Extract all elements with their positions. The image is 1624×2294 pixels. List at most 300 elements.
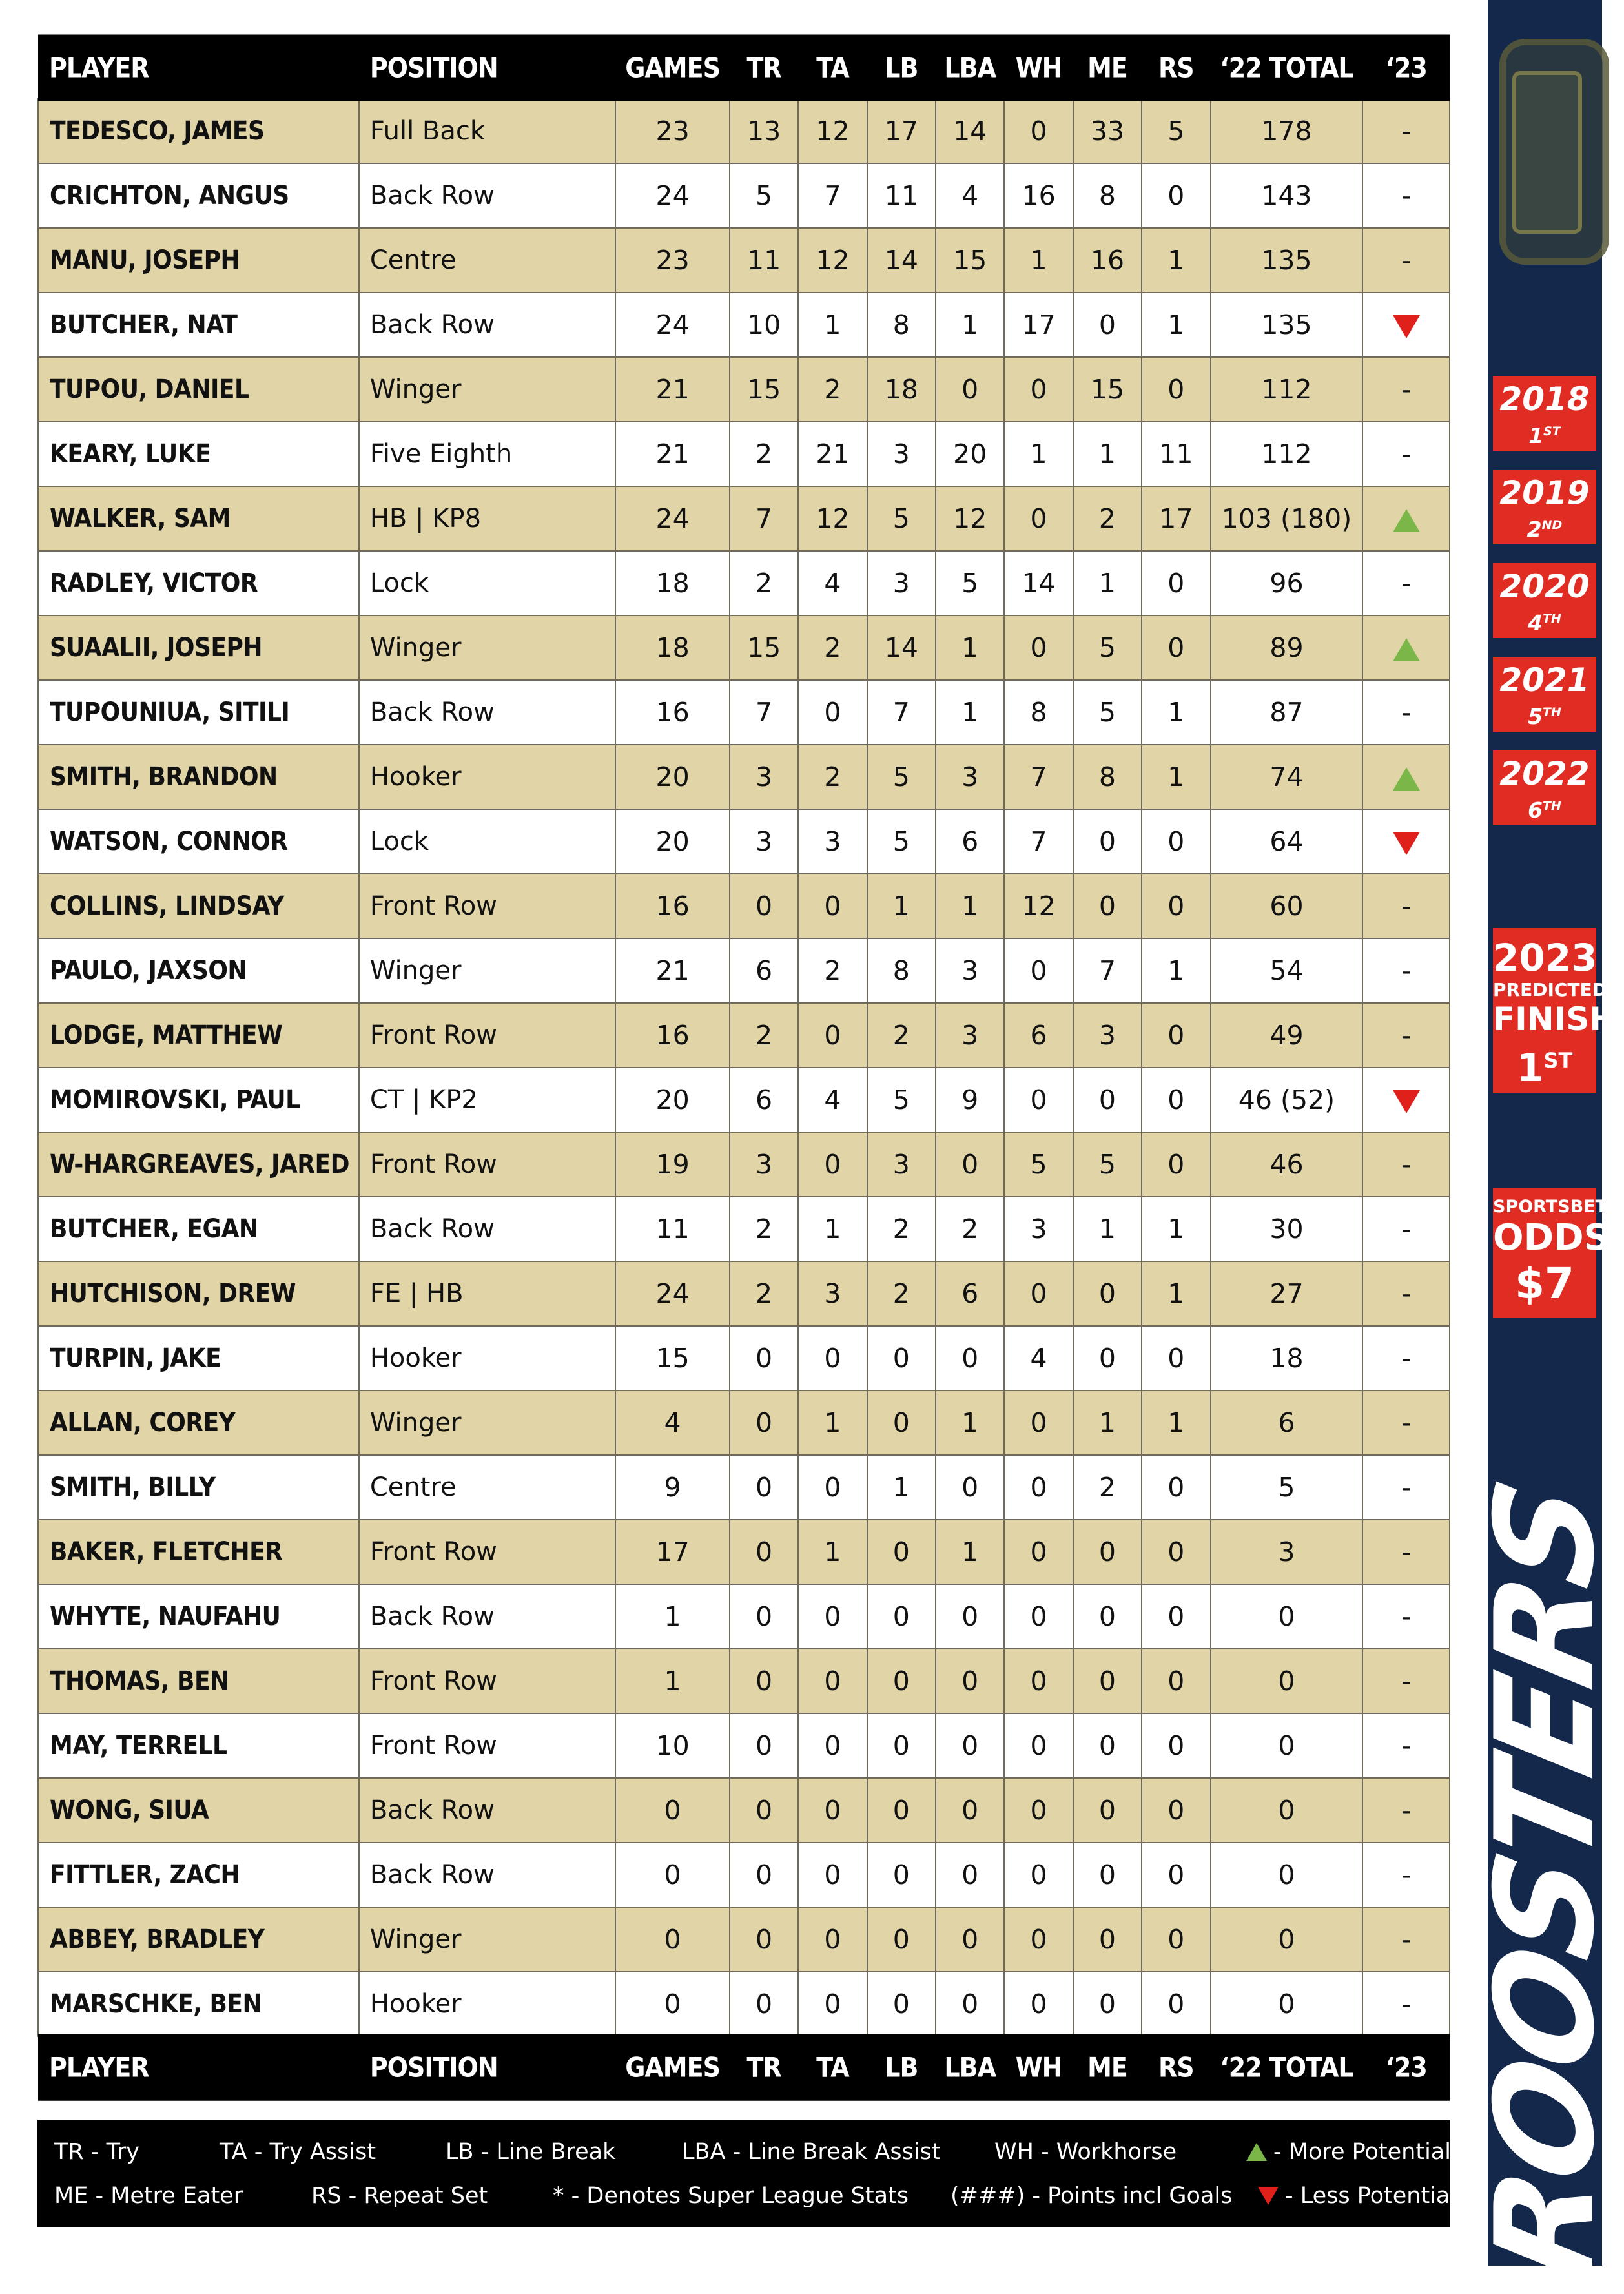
cell-tr: 3 xyxy=(730,745,798,809)
cell-rs: 1 xyxy=(1142,680,1210,745)
season-place-suffix: TH xyxy=(1543,799,1561,813)
cell-wh: 0 xyxy=(1004,1713,1073,1778)
cell-games: 21 xyxy=(615,422,730,486)
cell-total: 49 xyxy=(1211,1003,1363,1068)
player-name: BUTCHER, EGAN xyxy=(38,1197,359,1261)
header-position: POSITION xyxy=(359,34,615,102)
table-row xyxy=(38,1132,1450,1197)
cell-total: 74 xyxy=(1211,745,1363,809)
cell-total: 89 xyxy=(1211,615,1363,680)
cell-total: 135 xyxy=(1211,228,1363,293)
cell-lb: 17 xyxy=(867,99,936,163)
cell-ta: 0 xyxy=(798,1907,867,1972)
player-position: Centre xyxy=(359,228,615,293)
cell-rs: 1 xyxy=(1142,293,1210,357)
cell-lba: 0 xyxy=(936,1907,1004,1972)
cell-rs: 0 xyxy=(1142,874,1210,938)
player-name: SMITH, BILLY xyxy=(38,1455,359,1520)
cell-lb: 8 xyxy=(867,293,936,357)
cell-total: 18 xyxy=(1211,1326,1363,1390)
cell-total: 3 xyxy=(1211,1520,1363,1584)
table-row xyxy=(38,551,1450,615)
player-position: Full Back xyxy=(359,99,615,163)
table-row xyxy=(38,1455,1450,1520)
cell-me: 1 xyxy=(1073,1197,1142,1261)
cell-lb: 0 xyxy=(867,1972,936,2036)
season-finish-tag xyxy=(1493,563,1596,638)
cell-lb: 11 xyxy=(867,163,936,228)
cell-rs: 0 xyxy=(1142,1003,1210,1068)
cell-me: 0 xyxy=(1073,293,1142,357)
triangle-down-icon xyxy=(1258,2187,1279,2205)
player-position: Centre xyxy=(359,1455,615,1520)
cell-rs: 17 xyxy=(1142,486,1210,551)
season-finish-tag xyxy=(1493,470,1596,544)
cell-y23: - xyxy=(1362,1261,1450,1326)
cell-lba: 6 xyxy=(936,1261,1004,1326)
cell-ta: 2 xyxy=(798,615,867,680)
cell-lba: 0 xyxy=(936,1132,1004,1197)
cell-total: 0 xyxy=(1211,1843,1363,1907)
cell-y23: - xyxy=(1362,357,1450,422)
cell-me: 2 xyxy=(1073,486,1142,551)
player-name: PAULO, JAXSON xyxy=(38,938,359,1003)
player-position: Front Row xyxy=(359,1003,615,1068)
cell-y23: - xyxy=(1362,1197,1450,1261)
cell-me: 1 xyxy=(1073,422,1142,486)
legend-panel xyxy=(37,2120,1457,2227)
cell-me: 0 xyxy=(1073,1713,1142,1778)
table-row xyxy=(38,680,1450,745)
cell-ta: 2 xyxy=(798,357,867,422)
player-position: Front Row xyxy=(359,1520,615,1584)
table-row xyxy=(38,1843,1450,1907)
season-year: 2018 xyxy=(1499,380,1590,418)
cell-games: 11 xyxy=(615,1197,730,1261)
cell-tr: 15 xyxy=(730,615,798,680)
table-row xyxy=(38,422,1450,486)
cell-lba: 4 xyxy=(936,163,1004,228)
cell-me: 1 xyxy=(1073,551,1142,615)
cell-games: 17 xyxy=(615,1520,730,1584)
cell-y23: - xyxy=(1362,163,1450,228)
predicted-place-suffix: ST xyxy=(1543,1048,1573,1073)
predicted-place-num: 1 xyxy=(1516,1046,1544,1091)
cell-lb: 14 xyxy=(867,228,936,293)
cell-rs: 0 xyxy=(1142,357,1210,422)
season-finish-tag xyxy=(1493,750,1596,825)
cell-tr: 0 xyxy=(730,1907,798,1972)
cell-me: 33 xyxy=(1073,99,1142,163)
table-row xyxy=(38,293,1450,357)
cell-total: 64 xyxy=(1211,809,1363,874)
cell-y23: - xyxy=(1362,1778,1450,1843)
cell-y23: - xyxy=(1362,1649,1450,1713)
player-name: COLLINS, LINDSAY xyxy=(38,874,359,938)
cell-tr: 0 xyxy=(730,1972,798,2036)
cell-wh: 0 xyxy=(1004,938,1073,1003)
cell-ta: 12 xyxy=(798,486,867,551)
cell-tr: 2 xyxy=(730,1197,798,1261)
cell-lba: 0 xyxy=(936,1713,1004,1778)
cell-rs: 0 xyxy=(1142,1713,1210,1778)
cell-rs: 1 xyxy=(1142,745,1210,809)
cell-games: 20 xyxy=(615,745,730,809)
cell-ta: 0 xyxy=(798,1584,867,1649)
cell-games: 24 xyxy=(615,293,730,357)
cell-me: 0 xyxy=(1073,1843,1142,1907)
cell-me: 2 xyxy=(1073,1455,1142,1520)
player-position: Back Row xyxy=(359,1778,615,1843)
cell-total: 0 xyxy=(1211,1907,1363,1972)
cell-total: 30 xyxy=(1211,1197,1363,1261)
cell-lba: 3 xyxy=(936,745,1004,809)
header-rs: RS xyxy=(1142,34,1210,102)
team-name: ROOSTERS xyxy=(1466,1471,1624,2294)
header-player: PLAYER xyxy=(38,34,359,102)
cell-ta: 0 xyxy=(798,1843,867,1907)
table-row xyxy=(38,1520,1450,1584)
cell-wh: 0 xyxy=(1004,1261,1073,1326)
nrl-ceo-logo xyxy=(1488,32,1602,265)
cell-lba: 0 xyxy=(936,1843,1004,1907)
cell-tr: 0 xyxy=(730,1713,798,1778)
cell-tr: 0 xyxy=(730,1390,798,1455)
cell-ta: 1 xyxy=(798,293,867,357)
player-position: Winger xyxy=(359,357,615,422)
cell-wh: 0 xyxy=(1004,1584,1073,1649)
season-place xyxy=(1493,793,1596,823)
legend-lba: LBA - Line Break Assist xyxy=(682,2139,941,2165)
player-position: Front Row xyxy=(359,874,615,938)
season-place-suffix: TH xyxy=(1543,705,1561,719)
cell-games: 4 xyxy=(615,1390,730,1455)
cell-games: 1 xyxy=(615,1649,730,1713)
cell-tr: 7 xyxy=(730,486,798,551)
cell-ta: 1 xyxy=(798,1520,867,1584)
cell-wh: 14 xyxy=(1004,551,1073,615)
cell-lb: 0 xyxy=(867,1713,936,1778)
cell-total: 27 xyxy=(1211,1261,1363,1326)
cell-wh: 4 xyxy=(1004,1326,1073,1390)
cell-games: 18 xyxy=(615,551,730,615)
cell-wh: 0 xyxy=(1004,1649,1073,1713)
player-position: Back Row xyxy=(359,680,615,745)
cell-y23: - xyxy=(1362,1907,1450,1972)
player-name: SMITH, BRANDON xyxy=(38,745,359,809)
footer-header-lba: LBA xyxy=(936,2033,1004,2101)
cell-wh: 1 xyxy=(1004,422,1073,486)
cell-y23 xyxy=(1362,1068,1450,1132)
cell-games: 16 xyxy=(615,1003,730,1068)
table-header-row xyxy=(38,37,1450,99)
player-name: WHYTE, NAUFAHU xyxy=(38,1584,359,1649)
table-row xyxy=(38,615,1450,680)
cell-total: 103 (180) xyxy=(1211,486,1363,551)
cell-me: 15 xyxy=(1073,357,1142,422)
cell-y23: - xyxy=(1362,1843,1450,1907)
cell-rs: 0 xyxy=(1142,163,1210,228)
cell-lb: 14 xyxy=(867,615,936,680)
cell-games: 1 xyxy=(615,1584,730,1649)
cell-wh: 0 xyxy=(1004,1907,1073,1972)
cell-total: 112 xyxy=(1211,422,1363,486)
cell-rs: 0 xyxy=(1142,1843,1210,1907)
cell-games: 16 xyxy=(615,874,730,938)
cell-total: 0 xyxy=(1211,1584,1363,1649)
cell-lb: 5 xyxy=(867,745,936,809)
table-row xyxy=(38,163,1450,228)
table-row xyxy=(38,1649,1450,1713)
footer-header-total: ‘22 TOTAL xyxy=(1211,2033,1363,2101)
cell-y23: - xyxy=(1362,1713,1450,1778)
cell-wh: 0 xyxy=(1004,1520,1073,1584)
cell-y23: - xyxy=(1362,1520,1450,1584)
legend-tr: TR - Try xyxy=(54,2139,139,2165)
table-row xyxy=(38,357,1450,422)
cell-lba: 0 xyxy=(936,1326,1004,1390)
cell-lb: 8 xyxy=(867,938,936,1003)
cell-ta: 1 xyxy=(798,1390,867,1455)
header-tr: TR xyxy=(730,34,798,102)
table-row xyxy=(38,1972,1450,2036)
cell-y23 xyxy=(1362,615,1450,680)
season-place xyxy=(1493,606,1596,636)
player-position: Back Row xyxy=(359,1584,615,1649)
season-place-suffix: TH xyxy=(1543,612,1561,626)
cell-me: 0 xyxy=(1073,809,1142,874)
cell-tr: 3 xyxy=(730,1132,798,1197)
cell-total: 54 xyxy=(1211,938,1363,1003)
cell-lba: 3 xyxy=(936,938,1004,1003)
season-place-num: 5 xyxy=(1528,704,1543,729)
cell-y23: - xyxy=(1362,874,1450,938)
player-name: ALLAN, COREY xyxy=(38,1390,359,1455)
cell-tr: 13 xyxy=(730,99,798,163)
cell-tr: 0 xyxy=(730,1584,798,1649)
cell-lb: 5 xyxy=(867,1068,936,1132)
season-year: 2019 xyxy=(1499,474,1590,512)
cell-lba: 2 xyxy=(936,1197,1004,1261)
cell-total: 96 xyxy=(1211,551,1363,615)
player-position: Back Row xyxy=(359,163,615,228)
cell-ta: 3 xyxy=(798,1261,867,1326)
cell-rs: 0 xyxy=(1142,551,1210,615)
cell-tr: 3 xyxy=(730,809,798,874)
cell-lba: 14 xyxy=(936,99,1004,163)
cell-rs: 0 xyxy=(1142,615,1210,680)
cell-lba: 0 xyxy=(936,357,1004,422)
table-row xyxy=(38,228,1450,293)
cell-tr: 0 xyxy=(730,1843,798,1907)
cell-total: 46 xyxy=(1211,1132,1363,1197)
cell-rs: 1 xyxy=(1142,1390,1210,1455)
cell-me: 16 xyxy=(1073,228,1142,293)
cell-lba: 0 xyxy=(936,1649,1004,1713)
player-position: Winger xyxy=(359,1907,615,1972)
player-position: Back Row xyxy=(359,1843,615,1907)
cell-games: 0 xyxy=(615,1778,730,1843)
cell-rs: 1 xyxy=(1142,1197,1210,1261)
cell-games: 23 xyxy=(615,99,730,163)
cell-total: 0 xyxy=(1211,1713,1363,1778)
cell-tr: 2 xyxy=(730,1261,798,1326)
player-name: THOMAS, BEN xyxy=(38,1649,359,1713)
legend-me: ME - Metre Eater xyxy=(54,2183,243,2209)
cell-rs: 0 xyxy=(1142,1326,1210,1390)
legend-super: * - Denotes Super League Stats xyxy=(553,2183,909,2209)
cell-lba: 1 xyxy=(936,1390,1004,1455)
cell-lb: 2 xyxy=(867,1003,936,1068)
cell-tr: 10 xyxy=(730,293,798,357)
table-row xyxy=(38,1778,1450,1843)
player-position: Front Row xyxy=(359,1713,615,1778)
cell-games: 23 xyxy=(615,228,730,293)
cell-lba: 1 xyxy=(936,1520,1004,1584)
cell-lba: 0 xyxy=(936,1972,1004,2036)
triangle-down-icon xyxy=(1393,1090,1420,1113)
cell-me: 0 xyxy=(1073,1326,1142,1390)
cell-me: 0 xyxy=(1073,1972,1142,2036)
cell-games: 19 xyxy=(615,1132,730,1197)
cell-rs: 0 xyxy=(1142,1520,1210,1584)
player-position: Winger xyxy=(359,1390,615,1455)
table-row xyxy=(38,1326,1450,1390)
cell-y23: - xyxy=(1362,1326,1450,1390)
cell-tr: 0 xyxy=(730,1326,798,1390)
cell-lba: 5 xyxy=(936,551,1004,615)
cell-lb: 0 xyxy=(867,1649,936,1713)
player-name: SUAALII, JOSEPH xyxy=(38,615,359,680)
footer-header-ta: TA xyxy=(798,2033,867,2101)
cell-rs: 1 xyxy=(1142,938,1210,1003)
cell-me: 0 xyxy=(1073,1520,1142,1584)
cell-games: 15 xyxy=(615,1326,730,1390)
cell-rs: 0 xyxy=(1142,1455,1210,1520)
player-name: MAY, TERRELL xyxy=(38,1713,359,1778)
cell-rs: 0 xyxy=(1142,809,1210,874)
table-row xyxy=(38,1261,1450,1326)
header-y23: ‘23 xyxy=(1362,34,1450,102)
cell-total: 0 xyxy=(1211,1972,1363,2036)
legend-wh: WH - Workhorse xyxy=(994,2139,1177,2165)
season-place-num: 4 xyxy=(1528,610,1543,636)
cell-tr: 0 xyxy=(730,1649,798,1713)
cell-y23: - xyxy=(1362,99,1450,163)
header-ta: TA xyxy=(798,34,867,102)
cell-lba: 15 xyxy=(936,228,1004,293)
cell-y23: - xyxy=(1362,1972,1450,2036)
player-position: FE | HB xyxy=(359,1261,615,1326)
season-place xyxy=(1493,699,1596,730)
player-position: Back Row xyxy=(359,1197,615,1261)
table-row xyxy=(38,1068,1450,1132)
table-row xyxy=(38,99,1450,163)
cell-y23: - xyxy=(1362,1390,1450,1455)
odds-sponsor: SPORTSBET xyxy=(1493,1197,1608,1217)
cell-total: 0 xyxy=(1211,1778,1363,1843)
player-name: BAKER, FLETCHER xyxy=(38,1520,359,1584)
cell-lba: 1 xyxy=(936,874,1004,938)
cell-ta: 21 xyxy=(798,422,867,486)
cell-y23 xyxy=(1362,293,1450,357)
legend-less-label: - Less Potential xyxy=(1285,2183,1457,2209)
cell-tr: 5 xyxy=(730,163,798,228)
player-name: MOMIROVSKI, PAUL xyxy=(38,1068,359,1132)
table-row xyxy=(38,486,1450,551)
logo-lettering xyxy=(1512,71,1582,234)
cell-games: 21 xyxy=(615,938,730,1003)
season-year: 2020 xyxy=(1499,568,1590,605)
cell-lb: 3 xyxy=(867,1132,936,1197)
triangle-up-icon xyxy=(1393,638,1420,661)
cell-lb: 0 xyxy=(867,1584,936,1649)
cell-lb: 1 xyxy=(867,874,936,938)
cell-rs: 11 xyxy=(1142,422,1210,486)
cell-lb: 0 xyxy=(867,1843,936,1907)
player-position: Lock xyxy=(359,551,615,615)
cell-ta: 0 xyxy=(798,1972,867,2036)
cell-y23: - xyxy=(1362,1003,1450,1068)
cell-me: 0 xyxy=(1073,1261,1142,1326)
cell-lba: 1 xyxy=(936,615,1004,680)
cell-games: 20 xyxy=(615,1068,730,1132)
cell-y23: - xyxy=(1362,422,1450,486)
cell-total: 87 xyxy=(1211,680,1363,745)
player-name: LODGE, MATTHEW xyxy=(38,1003,359,1068)
table-row xyxy=(38,1390,1450,1455)
cell-wh: 0 xyxy=(1004,486,1073,551)
header-lba: LBA xyxy=(936,34,1004,102)
cell-wh: 0 xyxy=(1004,99,1073,163)
predicted-place xyxy=(1493,1038,1596,1091)
cell-lba: 1 xyxy=(936,680,1004,745)
player-position: Hooker xyxy=(359,1326,615,1390)
cell-tr: 0 xyxy=(730,874,798,938)
cell-games: 21 xyxy=(615,357,730,422)
cell-tr: 0 xyxy=(730,1455,798,1520)
player-position: Winger xyxy=(359,615,615,680)
cell-ta: 0 xyxy=(798,1132,867,1197)
legend-less xyxy=(1258,2183,1456,2209)
cell-wh: 0 xyxy=(1004,1972,1073,2036)
cell-y23: - xyxy=(1362,680,1450,745)
cell-y23: - xyxy=(1362,228,1450,293)
cell-me: 0 xyxy=(1073,1649,1142,1713)
cell-ta: 4 xyxy=(798,1068,867,1132)
cell-me: 0 xyxy=(1073,874,1142,938)
cell-me: 5 xyxy=(1073,680,1142,745)
player-position: Hooker xyxy=(359,745,615,809)
player-name: TUPOU, DANIEL xyxy=(38,357,359,422)
table-row xyxy=(38,1907,1450,1972)
cell-y23: - xyxy=(1362,938,1450,1003)
header-games: GAMES xyxy=(615,34,730,102)
cell-wh: 1 xyxy=(1004,228,1073,293)
legend-ta: TA - Try Assist xyxy=(220,2139,376,2165)
stats-sheet xyxy=(37,37,1450,2098)
cell-me: 3 xyxy=(1073,1003,1142,1068)
team-name-vertical xyxy=(1466,1471,1624,2294)
cell-lb: 0 xyxy=(867,1907,936,1972)
odds-value: $7 xyxy=(1515,1259,1574,1308)
odds-badge xyxy=(1493,1188,1610,1318)
cell-lb: 3 xyxy=(867,551,936,615)
cell-me: 8 xyxy=(1073,745,1142,809)
player-name: TEDESCO, JAMES xyxy=(38,99,359,163)
cell-lba: 1 xyxy=(936,293,1004,357)
season-year: 2022 xyxy=(1499,755,1590,792)
